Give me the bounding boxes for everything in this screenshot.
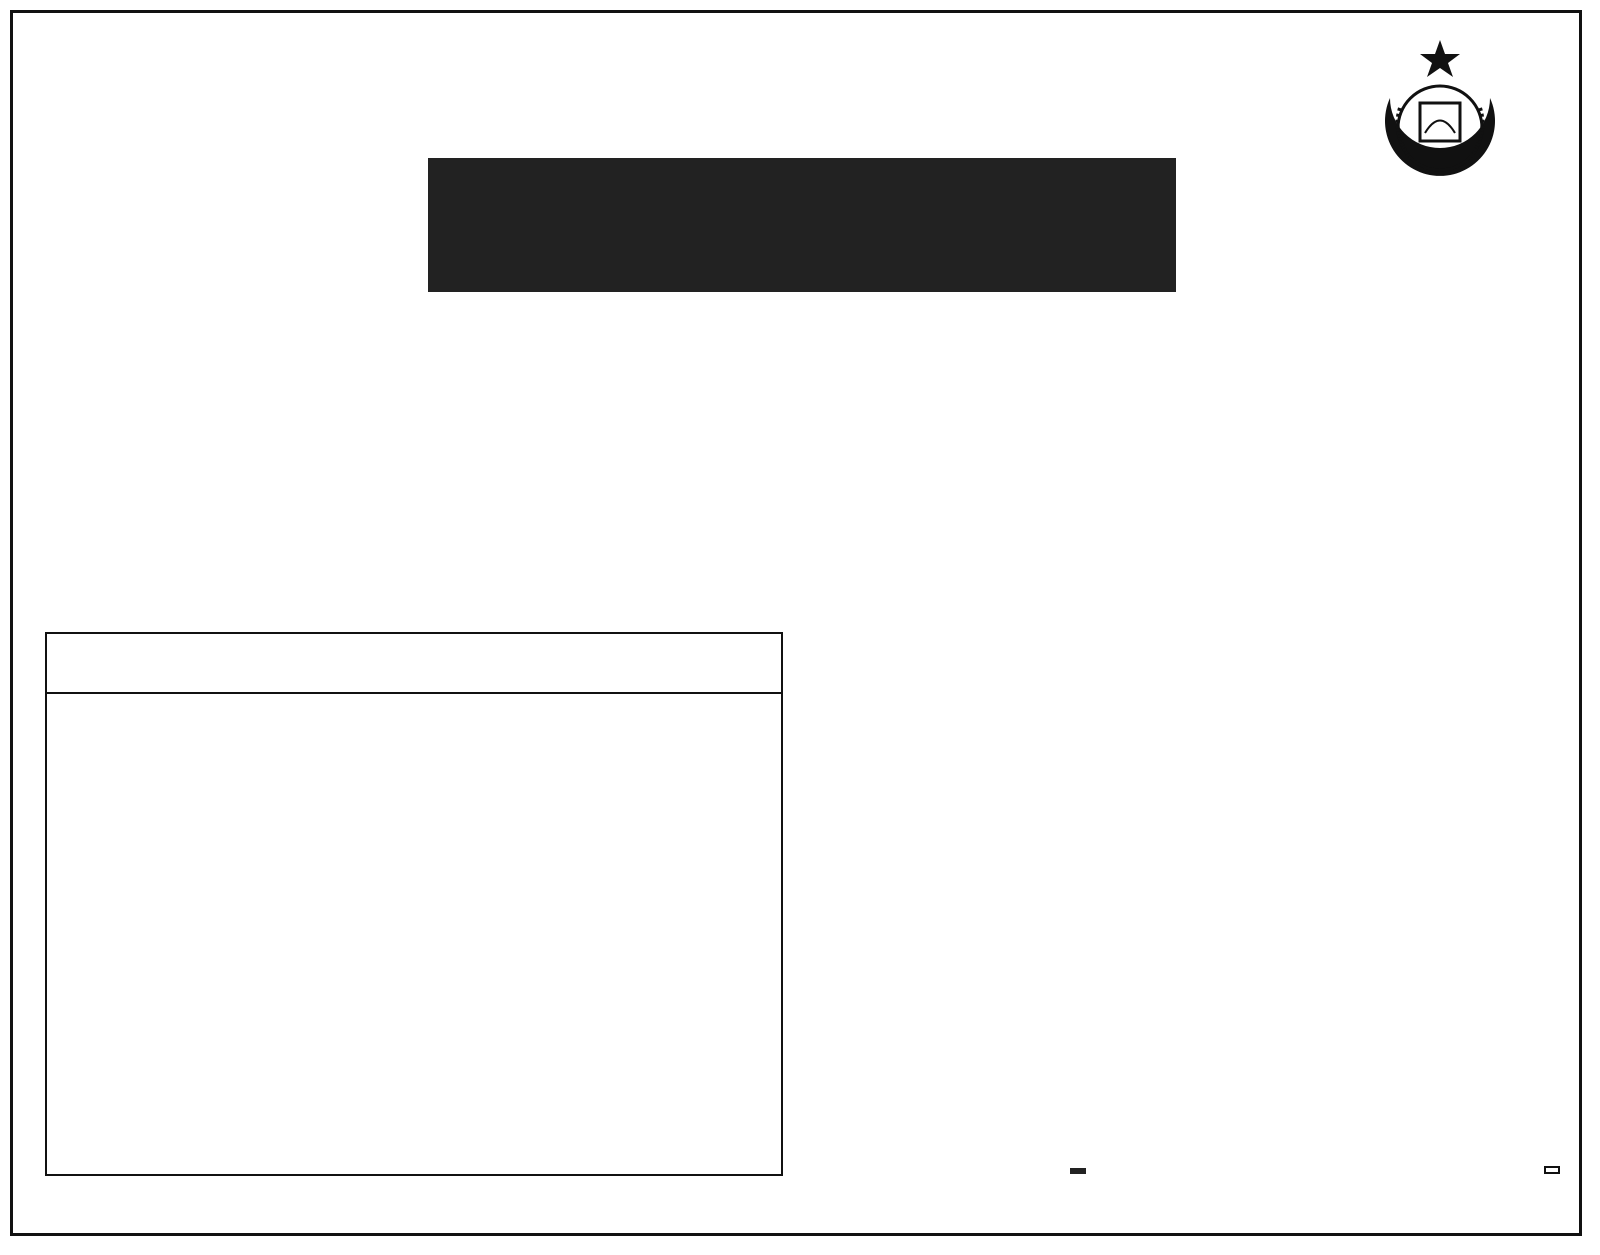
application-form bbox=[45, 632, 783, 1176]
urdu-slogan bbox=[1544, 1166, 1560, 1174]
anti-corruption-slogan bbox=[1070, 1168, 1086, 1174]
vacancies-banner bbox=[428, 158, 1176, 292]
star-icon bbox=[1420, 40, 1460, 77]
footer bbox=[822, 1168, 1560, 1194]
sindh-government-emblem bbox=[1370, 38, 1510, 188]
form-header bbox=[47, 634, 781, 694]
